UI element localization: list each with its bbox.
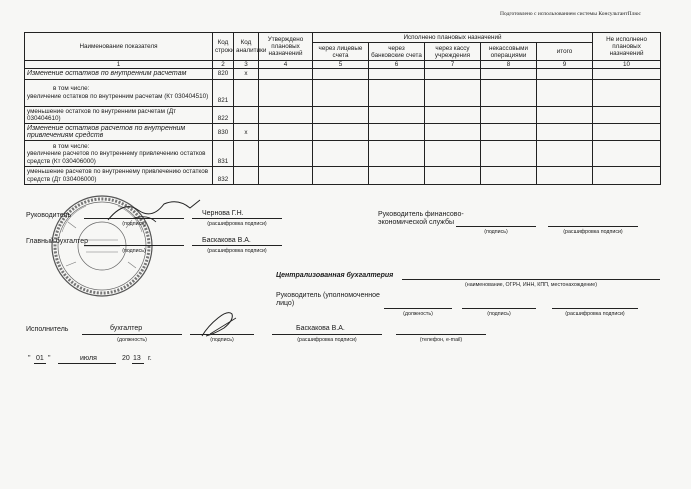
col-number: 5: [313, 61, 369, 69]
col-number: 3: [234, 61, 259, 69]
date-year-suffix: 13: [133, 355, 141, 362]
chief-name-line: [192, 245, 282, 246]
central-accounting-caption: (наименование, ОГРН, ИНН, КПП, местонахождение): [465, 282, 597, 288]
col-number: 6: [369, 61, 425, 69]
row-code: 832: [213, 167, 234, 184]
fin-signature-caption: (подпись): [484, 229, 508, 235]
header-via-bank: через банковские счета: [369, 43, 425, 61]
header-via-cashdesk: через кассу учреждения: [425, 43, 481, 61]
executor-position-line: [82, 334, 182, 335]
row-name: уменьшение остатков по внутренним расчетам (Дт 030404610): [25, 106, 213, 123]
col-number: 8: [481, 61, 537, 69]
row-name: уменьшение расчетов по внутреннему привлечению остатков средств (Дт 030406000): [25, 167, 213, 184]
chief-accountant-label: Главный бухгалтер: [26, 238, 88, 245]
table-row: [25, 69, 661, 79]
head-name: Чернова Г.Н.: [202, 210, 244, 217]
date-open-quote: ": [28, 355, 31, 362]
row-name: [25, 141, 213, 167]
prepared-note: Подготовлено с использованием системы КонсультантПлюс: [500, 11, 641, 17]
table-row: [25, 167, 661, 184]
executor-position: бухгалтер: [110, 325, 143, 332]
executor-signature-caption: (подпись): [210, 337, 234, 343]
executor-name-line: [272, 334, 382, 335]
executor-position-caption: (должность): [117, 337, 147, 343]
date-close-quote: ": [48, 355, 51, 362]
date-year-prefix: 20: [122, 355, 130, 362]
executor-decode-caption: (расшифровка подписи): [297, 337, 357, 343]
header-not-executed: Не исполнено плановых назначений: [593, 33, 661, 61]
row-code: 822: [213, 106, 234, 123]
chief-accountant-name: Баскакова В.А.: [202, 237, 251, 244]
table-row: [25, 141, 661, 167]
column-numbers-row: [25, 61, 661, 69]
central-accounting-line: [402, 279, 660, 280]
date-day-line: [34, 363, 46, 364]
col-number: 10: [593, 61, 661, 69]
row-subheading: в том числе:: [53, 85, 90, 93]
authorized-decode-caption: (расшифровка подписи): [565, 311, 625, 317]
report-table: [24, 32, 661, 185]
header-analytic: Код аналитики: [234, 33, 259, 61]
head-label: Руководитель: [26, 212, 72, 219]
authorized-position-caption: (должность): [403, 311, 433, 317]
row-name-text: увеличение расчетов по внутреннему привлечению остатков средств (Кт 030406000): [27, 150, 206, 165]
date-month-line: [58, 363, 116, 364]
executor-signature-line: [190, 334, 254, 335]
header-executed-group: Исполнено плановых назначений: [313, 33, 593, 43]
table-row: [25, 79, 661, 106]
authorized-name-line: [552, 308, 638, 309]
row-analytic: x: [234, 124, 259, 141]
col-number: 9: [537, 61, 593, 69]
col-number: 1: [25, 61, 213, 69]
head-name-line: [192, 218, 282, 219]
header-code: Код строки: [213, 33, 234, 61]
header-approved: Утверждено плановых назначений: [259, 33, 313, 61]
header-total: итого: [537, 43, 593, 61]
row-code: 820: [213, 69, 234, 79]
executor-label: Исполнитель: [26, 326, 69, 333]
fin-name-line: [548, 226, 638, 227]
row-name-text: увеличение остатков по внутренним расчетам (Кт 030404510): [27, 92, 209, 100]
date-year-mark: г.: [148, 355, 152, 362]
authorized-label: Руководитель (уполномоченное лицо): [276, 292, 380, 307]
fin-head-label: Руководитель финансово-экономической службы: [378, 211, 464, 226]
date-year-line: [132, 363, 144, 364]
executor-signature: [196, 308, 242, 340]
table-row: [25, 124, 661, 141]
row-name: Изменение остатков расчетов по внутренним привлечениям средств: [25, 124, 213, 141]
row-code: 830: [213, 124, 234, 141]
authorized-signature-caption: (подпись): [487, 311, 511, 317]
col-number: 2: [213, 61, 234, 69]
chief-signature-line: [84, 245, 184, 246]
date-day: 01: [36, 355, 44, 362]
row-analytic: x: [234, 69, 259, 79]
authorized-position-line: [384, 308, 452, 309]
executor-phone-caption: (телефон, e-mail): [419, 337, 463, 343]
executor-phone-line: [396, 334, 486, 335]
col-number: 4: [259, 61, 313, 69]
head-signature-caption: (подпись): [122, 221, 146, 227]
row-subheading: в том числе:: [53, 143, 90, 151]
fin-decode-caption: (расшифровка подписи): [563, 229, 623, 235]
head-decode-caption: (расшифровка подписи): [207, 221, 267, 227]
fin-signature-line: [456, 226, 536, 227]
chief-signature-caption: (подпись): [122, 248, 146, 254]
row-code: 831: [213, 141, 234, 167]
central-accounting-label: Централизованная бухгалтерия: [276, 272, 394, 279]
authorized-signature-line: [462, 308, 536, 309]
row-code: 821: [213, 79, 234, 106]
row-name: [25, 79, 213, 106]
table-row: [25, 106, 661, 123]
header-via-personal: через лицевые счета: [313, 43, 369, 61]
header-name: Наименование показателя: [25, 33, 213, 61]
executor-name: Баскакова В.А.: [296, 325, 345, 332]
header-noncash: некассовыми операциями: [481, 43, 537, 61]
col-number: 7: [425, 61, 481, 69]
chief-decode-caption: (расшифровка подписи): [207, 248, 267, 254]
row-name: Изменение остатков по внутренним расчетам: [25, 69, 213, 79]
date-month: июля: [80, 355, 97, 362]
